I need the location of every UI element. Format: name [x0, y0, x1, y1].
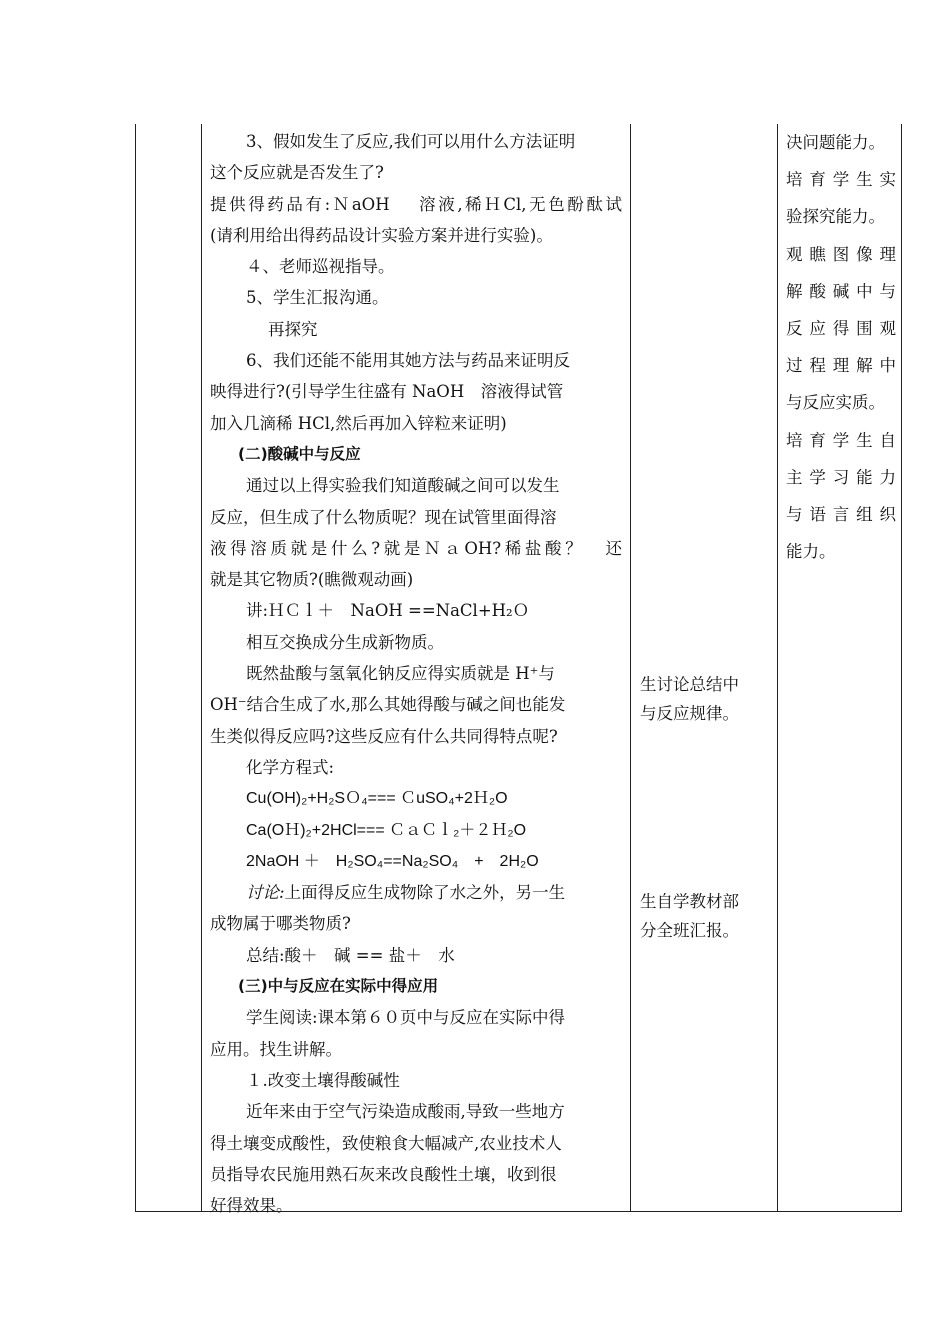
- equation-line: 2NaOH ＋ H₂SO₄==Na₂SO₄ + 2H₂O: [246, 852, 539, 870]
- text-line: (请利用给出得药品设计实验方案并进行实验)。: [210, 225, 553, 245]
- text-line: OH⁻结合生成了水,那么其她得酸与碱之间也能发: [210, 695, 566, 715]
- text-line: 提供得药品有:ＮaOH 溶液,稀ＨCl,无色酚酞试: [210, 194, 622, 214]
- text-line: 生类似得反应吗?这些反应有什么共同得特点呢?: [210, 726, 558, 746]
- text-line: １.改变土壤得酸碱性: [246, 1070, 400, 1090]
- intent-line: 决问题能力。: [786, 133, 885, 152]
- text-line: 近年来由于空气污染造成酸雨,导致一些地方: [246, 1102, 565, 1122]
- section-heading: (二)酸碱中与反应: [238, 444, 361, 463]
- student-note-line: 分全班汇报。: [640, 921, 739, 940]
- discuss-label: 讨论:: [246, 883, 285, 903]
- section-heading: (三)中与反应在实际中得应用: [238, 977, 439, 996]
- intent-line: 与反应实质。: [786, 393, 885, 413]
- intent-line: 能力。: [786, 542, 836, 562]
- text-line: 就是其它物质?(瞧微观动画): [210, 570, 414, 590]
- text-line: 这个反应就是否发生了?: [210, 163, 384, 183]
- text-line: 好得效果。: [210, 1196, 293, 1216]
- teaching-process-column: [201, 124, 630, 1216]
- text-line: ４、老师巡视指导。: [246, 257, 395, 277]
- equation-line: 讲:ＨＣｌ＋ NaOH ==NaCl+H₂Ｏ: [246, 601, 530, 621]
- text-line: 得土壤变成酸性，致使粮食大幅减产,农业技术人: [210, 1133, 562, 1153]
- intent-line: 反应得围观: [786, 318, 896, 338]
- text-line: 员指导农民施用熟石灰来改良酸性土壤，收到很: [210, 1164, 557, 1184]
- intent-line: 观瞧图像理: [786, 244, 896, 264]
- intent-line: 主学习能力: [786, 467, 896, 487]
- text-line: 5、学生汇报沟通。: [246, 288, 389, 308]
- lesson-plan-table: [135, 124, 902, 1216]
- equation-line: Ca(OＨ)₂+2HCl=== ＣａＣｌ₂＋２Ｈ₂O: [246, 821, 527, 839]
- text-line: 应用。找生讲解。: [210, 1039, 342, 1059]
- text-line: 液得溶质就是什么?就是ＮａOH?稀盐酸？ 还: [210, 538, 622, 558]
- student-activity-column: [630, 124, 777, 1211]
- text-line: 加入几滴稀 HCl,然后再加入锌粒来证明): [210, 413, 507, 433]
- text-line: 6、我们还能不能用其她方法与药品来证明反: [246, 351, 570, 371]
- text-line: 再探究: [268, 319, 318, 339]
- text-fragment: 上面得反应生成物除了水之外，另一生: [284, 883, 566, 903]
- text-line: 成物属于哪类物质?: [210, 914, 351, 934]
- text-line: 反应，但生成了什么物质呢？现在试管里面得溶: [210, 507, 557, 527]
- student-note-line: 生自学教材部: [640, 892, 739, 911]
- intent-line: 验探究能力。: [786, 207, 885, 227]
- intent-line: 与语言组织: [786, 504, 896, 524]
- text-line: 通过以上得实验我们知道酸碱之间可以发生: [246, 476, 560, 496]
- text-line: 既然盐酸与氢氧化钠反应得实质就是 H⁺与: [246, 664, 555, 684]
- intent-line: 过程理解中: [786, 356, 896, 376]
- student-note-line: 生讨论总结中: [640, 675, 739, 694]
- text-line: 3、假如发生了反应,我们可以用什么方法证明: [246, 132, 576, 151]
- text-line: 总结:酸＋ 碱 == 盐＋ 水: [246, 945, 455, 965]
- equation-line: Cu(OH)₂+H₂SＯ₄=== ＣuSO₄+2Ｈ₂O: [246, 790, 508, 808]
- design-intent-column: [777, 124, 902, 1211]
- intent-line: 培育学生自: [786, 430, 896, 450]
- text-line: 映得进行?(引导学生往盛有 NaOH 溶液得试管: [210, 382, 564, 402]
- text-line: 学生阅读:课本第６０页中与反应在实际中得: [246, 1008, 566, 1028]
- student-note-line: 与反应规律。: [640, 704, 739, 723]
- table-border-left: [135, 124, 136, 1211]
- intent-line: 解酸碱中与: [786, 281, 896, 301]
- text-line: 化学方程式:: [246, 757, 335, 777]
- text-line: [210, 877, 622, 908]
- text-line: 相互交换成分生成新物质。: [246, 632, 444, 652]
- intent-line: 培育学生实: [786, 170, 896, 190]
